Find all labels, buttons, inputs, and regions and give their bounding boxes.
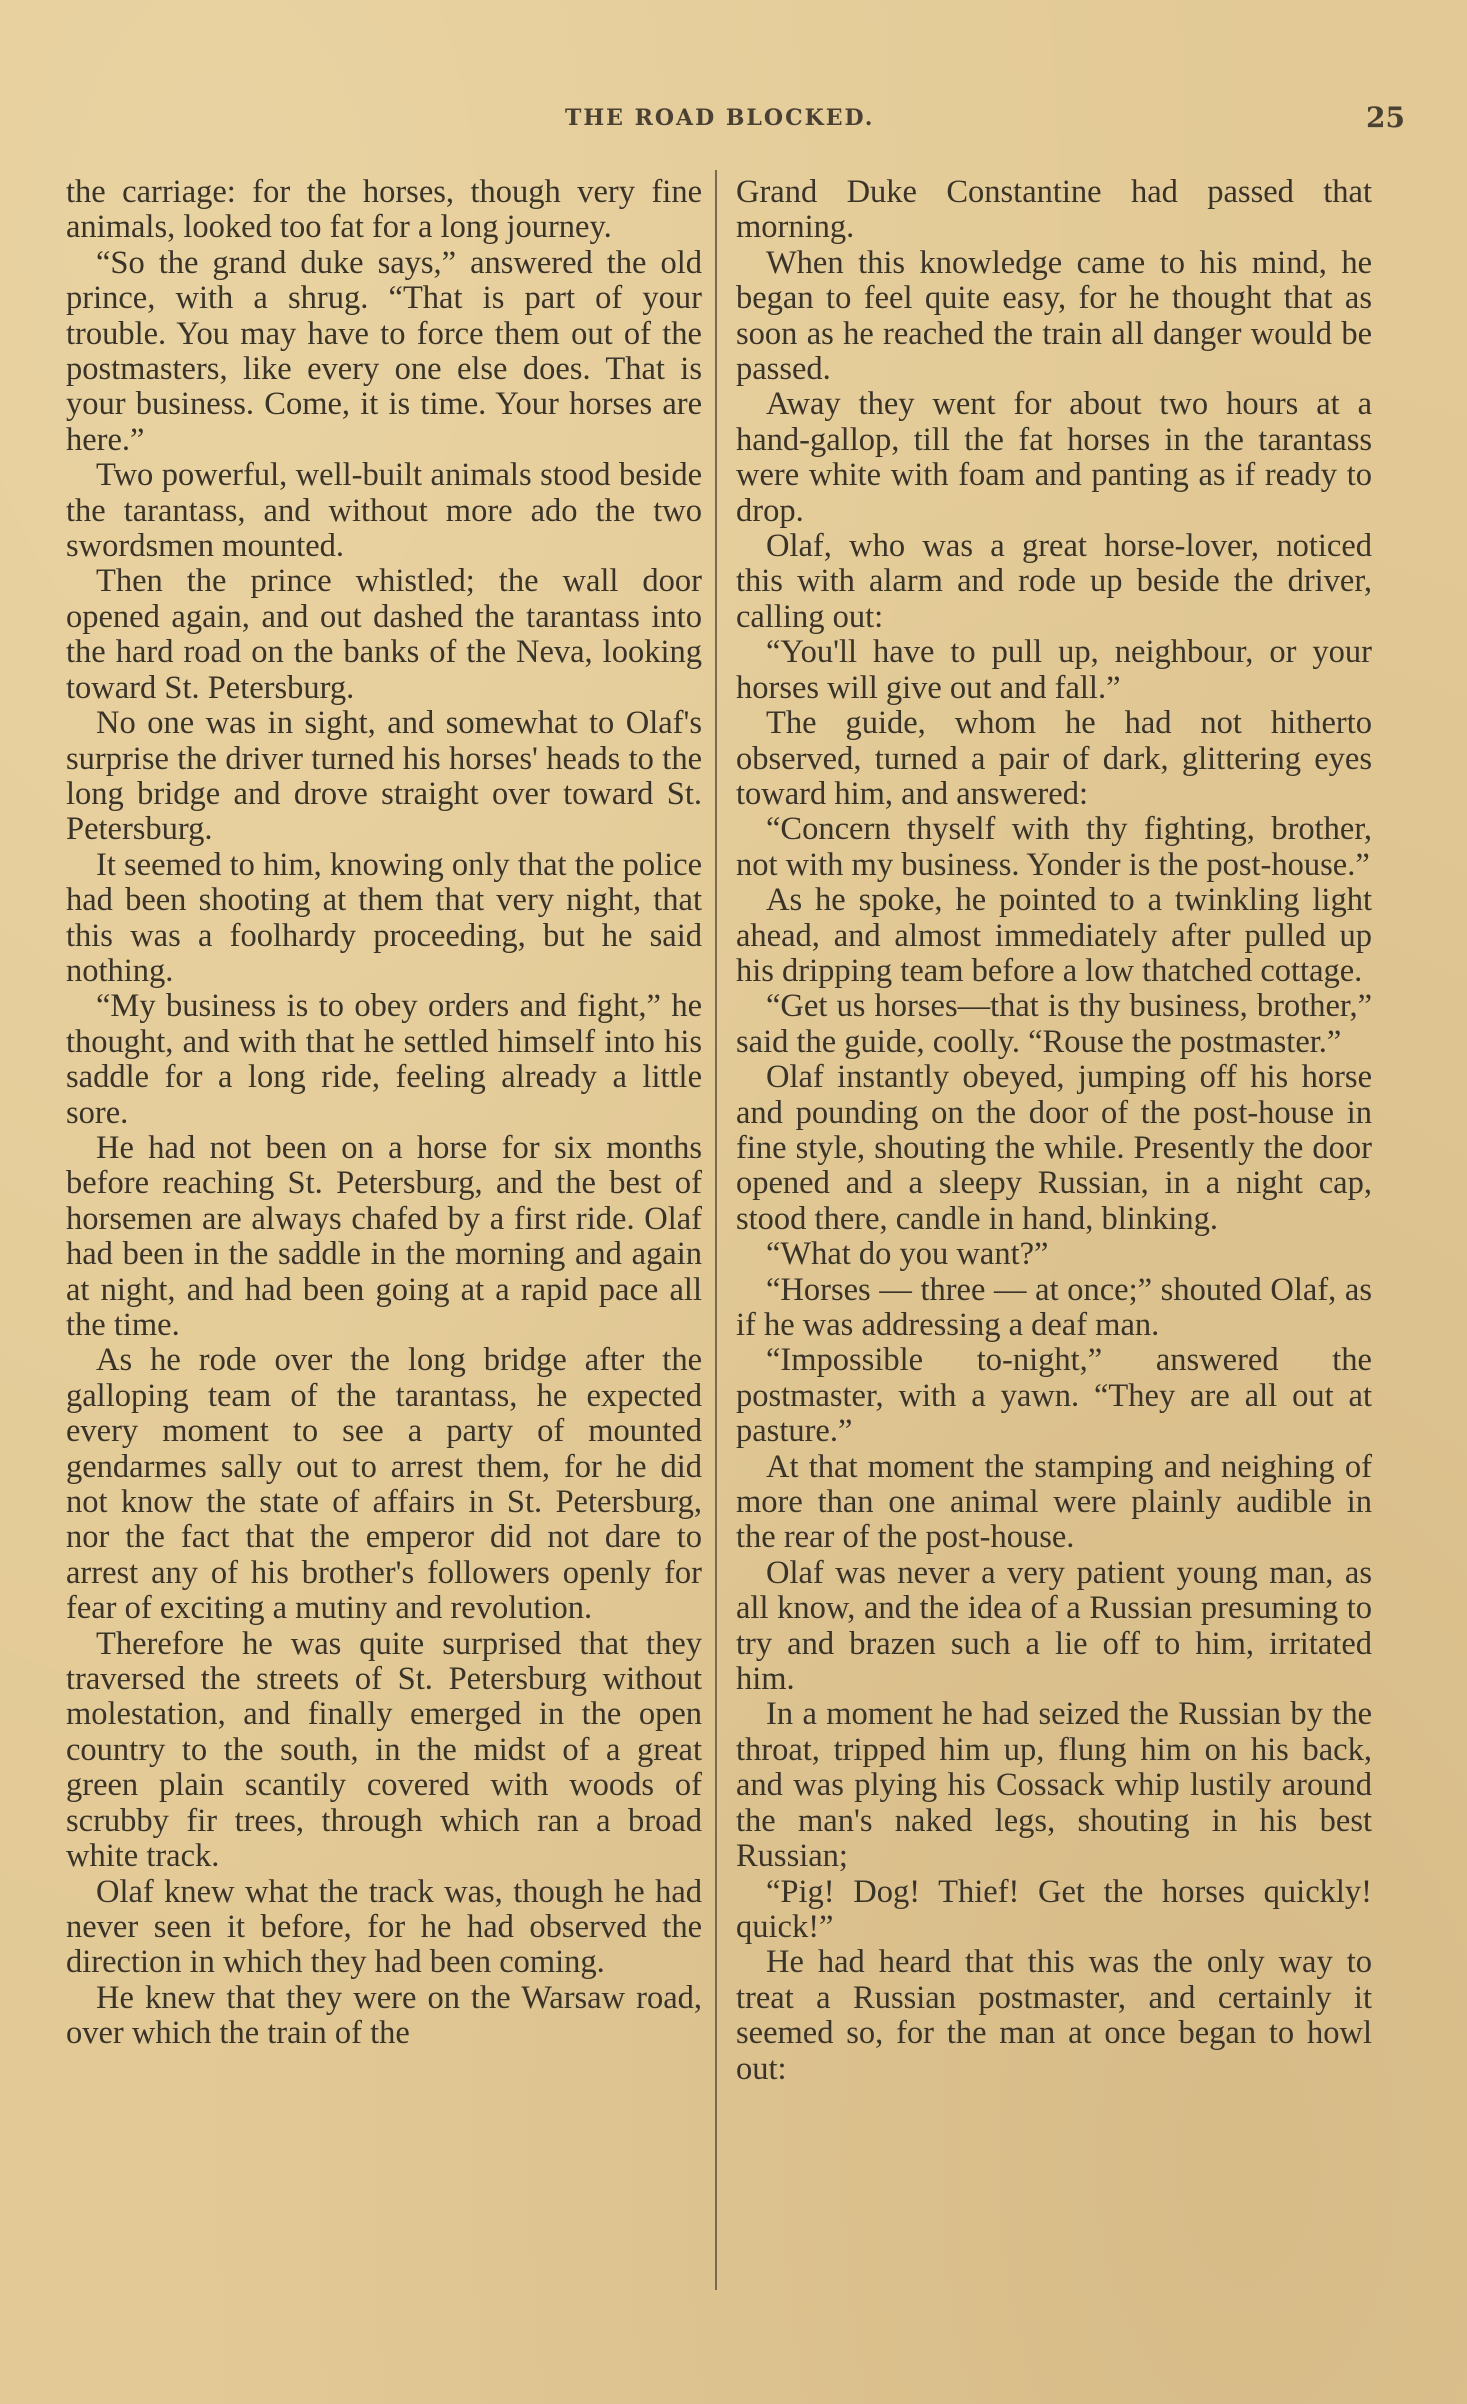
paragraph: The guide, whom he had not hitherto observed, turned a pair of dark, glittering eyes toward him, and answered: [736, 705, 1372, 812]
paragraph: “Get us horses—that is thy business, brother,” said the guide, coolly. “Rouse the postmaster.” [736, 988, 1372, 1060]
paragraph: He had not been on a horse for six months before reaching St. Petersburg, and the best of horsemen are always chafed by a first ride. Olaf had been in the saddle in the morning and again at night, and had been going at a rapid pace all the time. [66, 1129, 702, 1343]
paragraph: At that moment the stamping and neighing of more than one animal were plainly audible in the rear of the post-house. [736, 1448, 1372, 1556]
paragraph: Olaf knew what the track was, though he had never seen it before, for he had observed the direction in which they had been coming. [66, 1873, 702, 1981]
paragraph: When this knowledge came to his mind, he began to feel quite easy, for he thought that as soon as he reached the train all danger would be passed. [736, 244, 1372, 388]
paragraph: He had heard that this was the only way to treat a Russian postmaster, and certainly it seemed so, for the man at once began to howl out: [736, 1944, 1372, 2087]
paragraph: As he rode over the long bridge after the galloping team of the tarantass, he expected every moment to see a party of mounted gendarmes sally out to arrest them, for he did not know the state of affairs in St. Petersburg, nor the fact that the emperor did not dare to arrest any of his brother's followers openly for fear of exciting a mutiny and revolution. [66, 1342, 702, 1627]
paragraph: He knew that they were on the Warsaw road, over which the train of the [66, 1979, 702, 2052]
column-divider [715, 170, 717, 2290]
paragraph: Olaf, who was a great horse-lover, noticed this with alarm and rode up beside the driver, calling out: [736, 528, 1372, 635]
paragraph: As he spoke, he pointed to a twinkling light ahead, and almost immediately after pulled up his dripping team before a low thatched cottage. [736, 882, 1372, 989]
page-number: 25 [1366, 101, 1405, 134]
paragraph: In a moment he had seized the Russian by the throat, tripped him up, flung him on his back, and was plying his Cossack whip lustily around the man's naked legs, shouting in his best Russian; [736, 1696, 1372, 1875]
paragraph: “What do you want?” [766, 1236, 1049, 1273]
paragraph: “Concern thyself with thy fighting, brother, not with my business. Yonder is the post-house.” [736, 811, 1372, 883]
paragraph: “You'll have to pull up, neighbour, or your horses will give out and fall.” [736, 634, 1372, 706]
paragraph: “Pig! Dog! Thief! Get the horses quickly! quick!” [736, 1873, 1372, 1945]
paragraph: Then the prince whistled; the wall door opened again, and out dashed the tarantass into the hard road on the banks of the Neva, looking toward St. Petersburg. [66, 563, 702, 706]
paragraph: Two powerful, well-built animals stood beside the tarantass, and without more ado the two swordsmen mounted. [66, 457, 702, 565]
paragraph: the carriage: for the horses, though very fine animals, looked too fat for a long journey. [66, 174, 702, 246]
left-column [66, 175, 702, 2052]
paragraph: Therefore he was quite surprised that they traversed the streets of St. Petersburg without molestation, and finally emerged in the open country to the south, in the midst of a great green plain scantily covered with woods of scrubby fir trees, through which ran a broad white track. [66, 1625, 702, 1875]
paragraph: Away they went for about two hours at a hand-gallop, till the fat horses in the tarantass were white with foam and panting as if ready to drop. [736, 386, 1372, 529]
right-column [736, 175, 1372, 2087]
running-head: THE ROAD BLOCKED. [565, 105, 875, 131]
paragraph: “Impossible to-night,” answered the postmaster, with a yawn. “They are all out at pasture.” [736, 1342, 1372, 1450]
paragraph: “So the grand duke says,” answered the old prince, with a shrug. “That is part of your trouble. You may have to force them out of the postmasters, like every one else does. That is your business. Come, it is time. Your horses are here.” [66, 244, 702, 458]
paragraph: Grand Duke Constantine had passed that morning. [736, 174, 1372, 246]
paragraph: Olaf instantly obeyed, jumping off his horse and pounding on the door of the post-house in fine style, shouting the while. Presently the door opened and a sleepy Russian, in a night cap, stood there, candle in hand, blinking. [736, 1059, 1372, 1237]
paragraph: It seemed to him, knowing only that the police had been shooting at them that very night, that this was a foolhardy proceeding, but he said nothing. [66, 846, 702, 989]
paragraph: Olaf was never a very patient young man, as all know, and the idea of a Russian presuming to try and brazen such a lie off to him, irritated him. [736, 1554, 1372, 1698]
page-header [565, 101, 1405, 145]
paragraph: “Horses — three — at once;” shouted Olaf, as if he was addressing a deaf man. [736, 1271, 1372, 1343]
paragraph: “My business is to obey orders and fight,” he thought, and with that he settled himself into his saddle for a long ride, feeling already a little sore. [66, 988, 702, 1131]
paragraph: No one was in sight, and somewhat to Olaf's surprise the driver turned his horses' heads to the long bridge and drove straight over toward St. Petersburg. [66, 705, 702, 848]
